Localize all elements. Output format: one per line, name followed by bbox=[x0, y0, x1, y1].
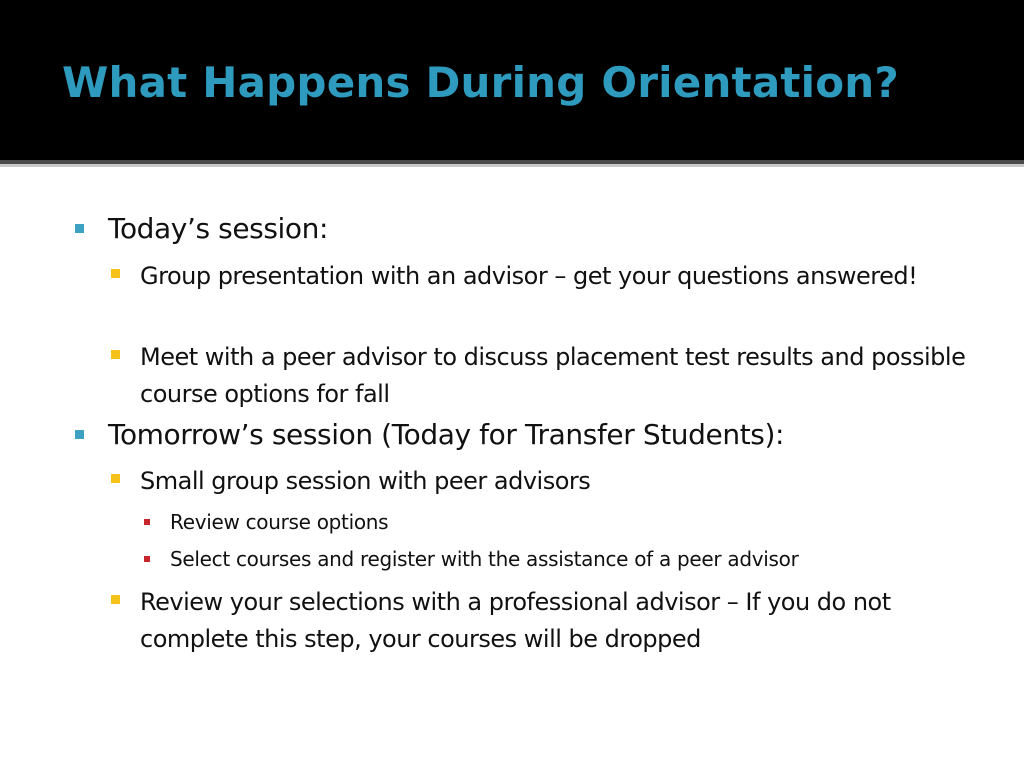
bullet-meet-peer-advisor bbox=[140, 339, 970, 413]
slide-title: What Happens During Orientation? bbox=[62, 58, 899, 107]
bullet-text: Select courses and register with the assistance of a peer advisor bbox=[170, 547, 799, 571]
bullet-group-presentation bbox=[140, 258, 960, 295]
teal-square-bullet-icon bbox=[75, 224, 84, 233]
red-square-bullet-icon bbox=[144, 556, 150, 562]
bullet-today-session bbox=[108, 211, 988, 247]
bullet-text: Review course options bbox=[170, 510, 389, 534]
bullet-text: Review your selections with a professional advisor – If you do not complete this step, your courses will be dropped bbox=[140, 588, 891, 653]
yellow-square-bullet-icon bbox=[111, 350, 120, 359]
teal-square-bullet-icon bbox=[75, 430, 84, 439]
bullet-review-selections bbox=[140, 584, 970, 658]
yellow-square-bullet-icon bbox=[111, 269, 120, 278]
bullet-small-group-session bbox=[140, 463, 970, 500]
bullet-text: Tomorrow’s session (Today for Transfer Students): bbox=[108, 418, 785, 451]
bullet-text: Meet with a peer advisor to discuss placement test results and possible course options for fall bbox=[140, 343, 966, 408]
bullet-text: Today’s session: bbox=[108, 212, 329, 245]
yellow-square-bullet-icon bbox=[111, 595, 120, 604]
red-square-bullet-icon bbox=[144, 519, 150, 525]
bullet-review-course-options bbox=[170, 508, 970, 536]
bullet-tomorrow-session bbox=[108, 417, 988, 453]
yellow-square-bullet-icon bbox=[111, 474, 120, 483]
bullet-text: Small group session with peer advisors bbox=[140, 467, 591, 495]
bullet-text: Group presentation with an advisor – get your questions answered! bbox=[140, 262, 918, 290]
bullet-select-courses bbox=[170, 545, 990, 573]
